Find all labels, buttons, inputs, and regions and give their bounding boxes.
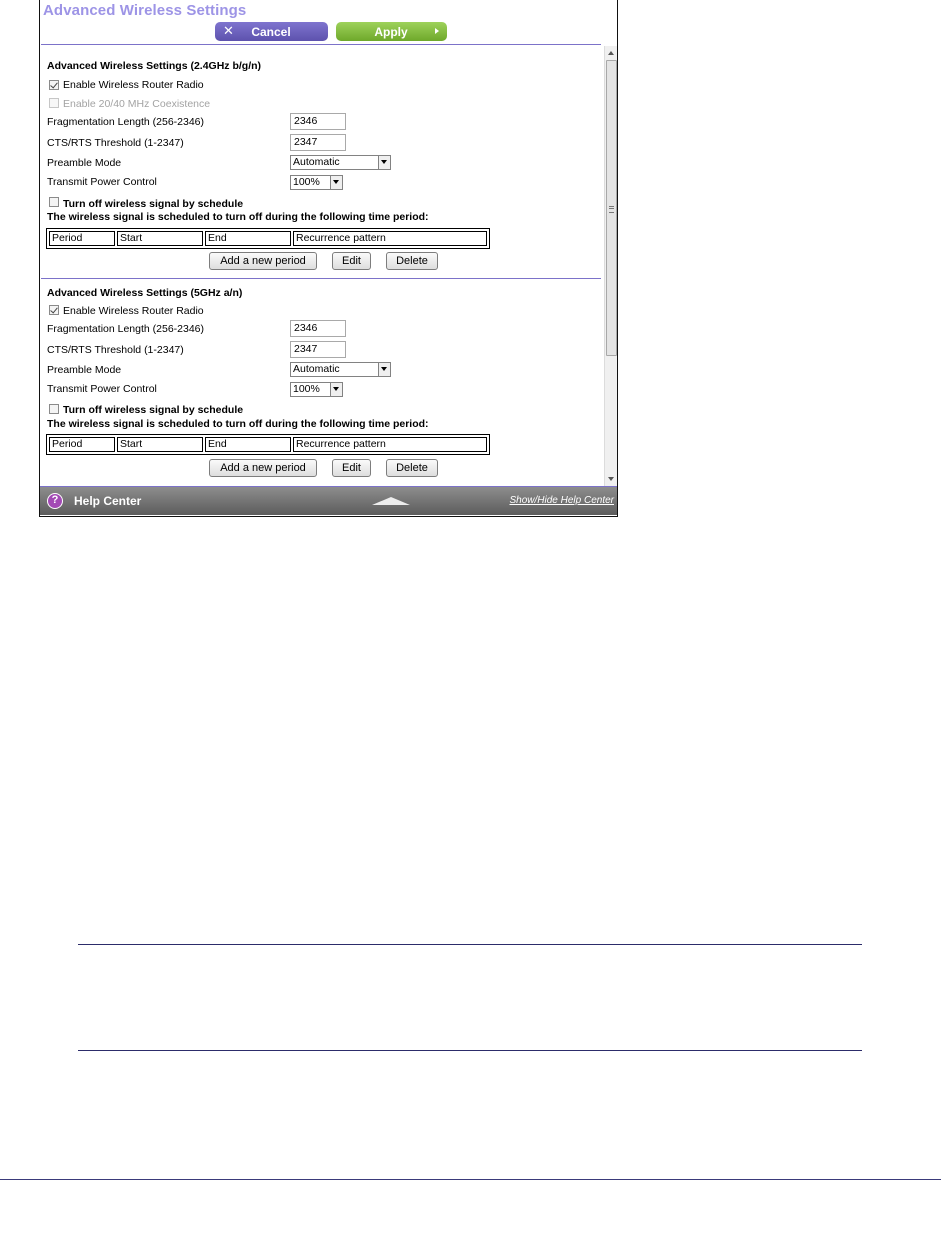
scroll-down-arrow-icon[interactable] [608,477,614,481]
frag-length-5-input[interactable]: 2346 [290,320,346,337]
power-5-select[interactable] [290,382,343,397]
power-5-label: Transmit Power Control [47,383,157,395]
cts-threshold-24-label: CTS/RTS Threshold (1-2347) [47,137,184,149]
coexistence-checkbox [49,98,59,108]
table-header-cell: End [205,437,291,452]
table-header-cell: Recurrence pattern [293,231,487,246]
help-center-bar[interactable] [40,486,617,515]
table-header-cell: End [205,231,291,246]
schedule-24-note: The wireless signal is scheduled to turn off during the following time period: [47,211,429,223]
frag-length-5-label: Fragmentation Length (256-2346) [47,323,205,335]
schedule-24-label: Turn off wireless signal by schedule [63,198,244,210]
schedule-5-table [46,434,490,455]
add-period-5-button[interactable]: Add a new period [209,459,317,477]
chevron-down-icon [378,363,390,376]
schedule-5-note: The wireless signal is scheduled to turn off during the following time period: [47,418,429,430]
play-arrow-icon [435,28,439,34]
enable-radio-24-checkbox[interactable] [49,80,59,90]
coexistence-label: Enable 20/40 MHz Coexistence [63,98,211,110]
scrollbar-thumb[interactable] [606,60,617,356]
delete-period-24-button[interactable]: Delete [386,252,438,270]
table-header-cell: Start [117,231,203,246]
chevron-down-icon [330,383,342,396]
close-icon: ✕ [223,23,234,38]
cancel-button[interactable] [215,22,328,41]
power-24-select[interactable] [290,175,343,190]
schedule-5-label: Turn off wireless signal by schedule [63,404,244,416]
table-header-cell: Recurrence pattern [293,437,487,452]
schedule-24-table [46,228,490,249]
header-divider [41,44,601,45]
table-header-cell: Start [117,437,203,452]
table-header-row [49,231,487,246]
section-divider [41,278,601,279]
table-header-cell: Period [49,231,115,246]
help-icon[interactable]: ? [47,493,63,509]
table-header-cell: Period [49,437,115,452]
note-bottom-rule [78,1050,862,1051]
settings-scroll-area[interactable] [40,46,618,486]
chevron-down-icon [330,176,342,189]
show-hide-help-link[interactable]: Show/Hide Help Center [509,495,614,506]
preamble-24-value: Automatic [293,156,340,168]
preamble-24-label: Preamble Mode [47,157,122,169]
preamble-5-value: Automatic [293,363,340,375]
vertical-scrollbar[interactable] [604,46,618,486]
apply-label: Apply [374,24,408,39]
schedule-24-checkbox[interactable] [49,197,59,207]
preamble-24-select[interactable] [290,155,391,170]
apply-button[interactable] [336,22,447,41]
frag-length-24-input[interactable]: 2346 [290,113,346,130]
table-header-row [49,437,487,452]
section-heading-5ghz: Advanced Wireless Settings (5GHz a/n) [47,287,243,299]
section-heading-24ghz: Advanced Wireless Settings (2.4GHz b/g/n) [47,60,262,72]
cancel-label: Cancel [251,24,291,39]
edit-period-24-button[interactable]: Edit [332,252,371,270]
help-center-title: Help Center [74,494,142,508]
add-period-24-button[interactable]: Add a new period [209,252,317,270]
page-title: Advanced Wireless Settings [43,2,247,19]
power-24-value: 100% [293,176,320,188]
enable-radio-5-checkbox[interactable] [49,305,59,315]
enable-radio-5-label: Enable Wireless Router Radio [63,305,204,317]
expand-up-icon[interactable] [372,497,410,505]
frag-length-24-label: Fragmentation Length (256-2346) [47,116,205,128]
router-settings-screenshot [39,0,618,517]
preamble-5-label: Preamble Mode [47,364,122,376]
delete-period-5-button[interactable]: Delete [386,459,438,477]
edit-period-5-button[interactable]: Edit [332,459,371,477]
chevron-down-icon [378,156,390,169]
cts-threshold-5-label: CTS/RTS Threshold (1-2347) [47,344,184,356]
power-5-value: 100% [293,383,320,395]
enable-radio-24-label: Enable Wireless Router Radio [63,79,204,91]
cts-threshold-5-input[interactable]: 2347 [290,341,346,358]
preamble-5-select[interactable] [290,362,391,377]
grip-icon [609,206,614,213]
cts-threshold-24-input[interactable]: 2347 [290,134,346,151]
scroll-up-arrow-icon[interactable] [608,51,614,55]
page-footer-rule [0,1179,941,1180]
note-top-rule [78,944,862,945]
schedule-5-checkbox[interactable] [49,404,59,414]
power-24-label: Transmit Power Control [47,176,157,188]
